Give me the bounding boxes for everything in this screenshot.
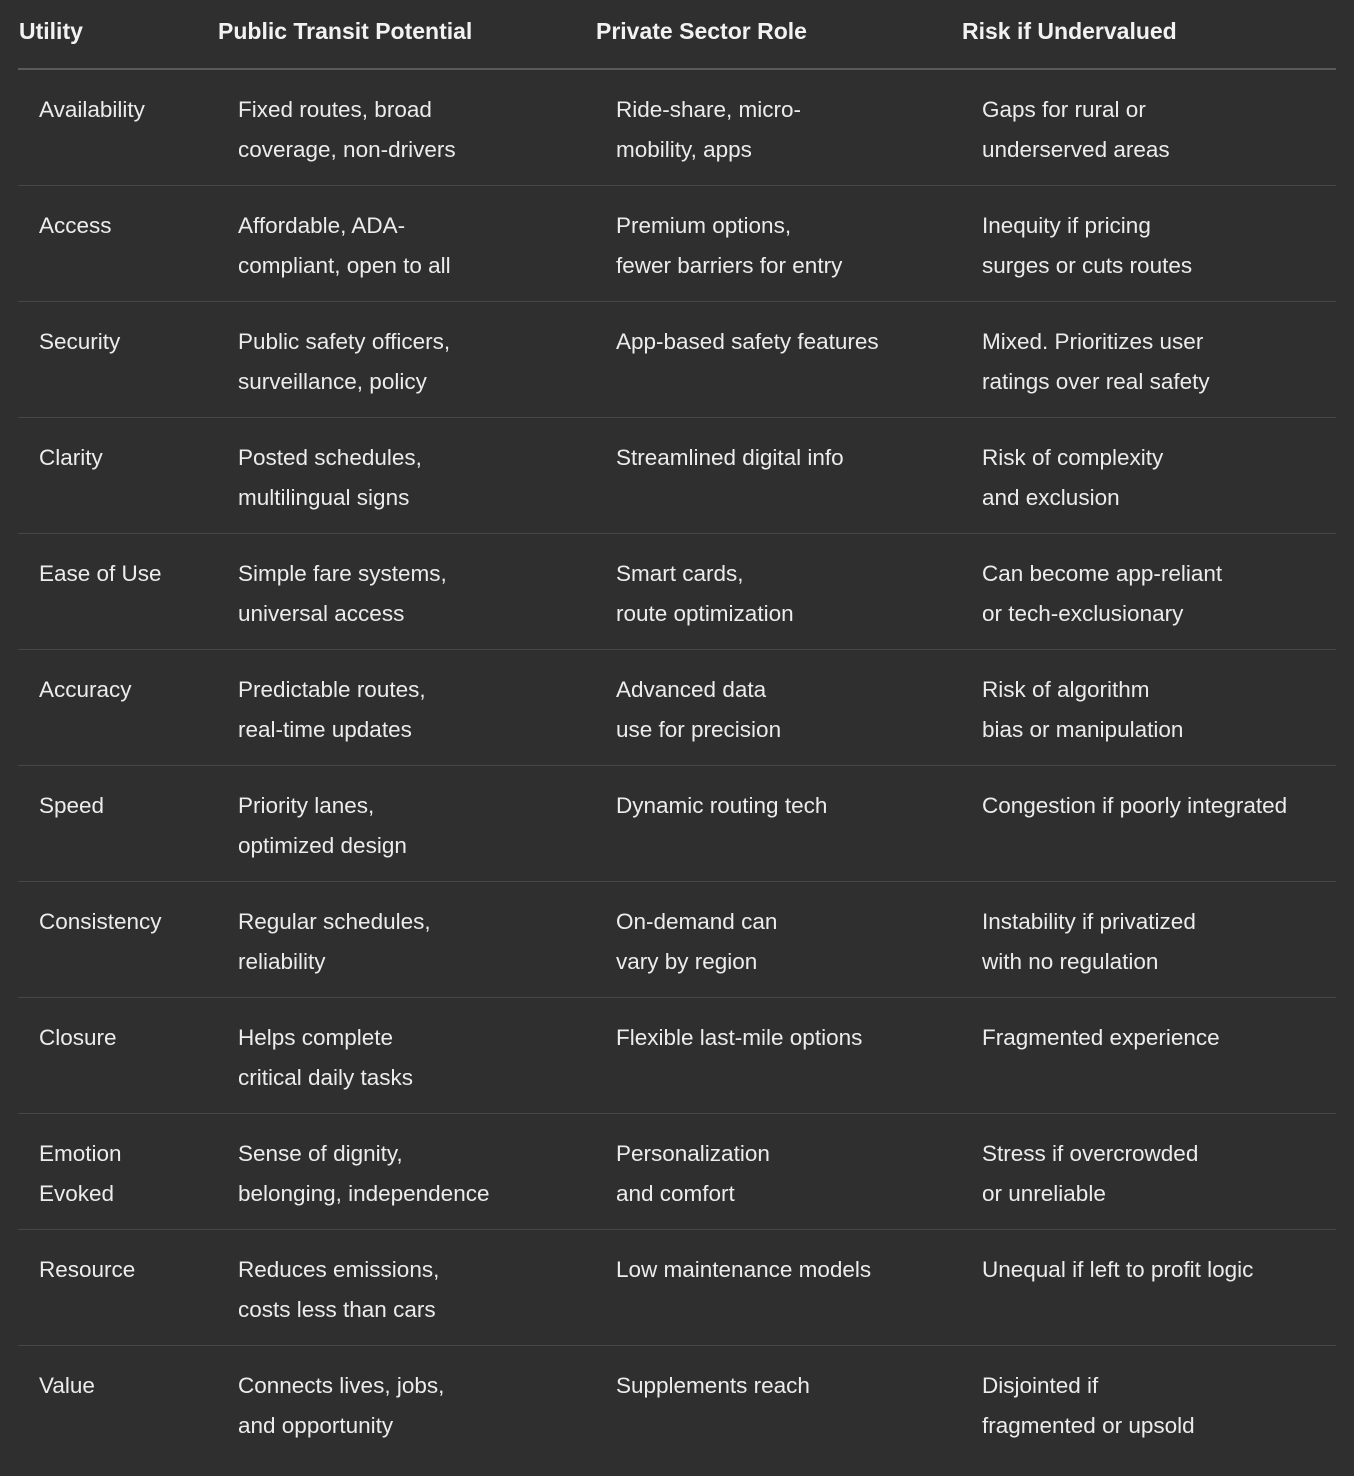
cell-line: Fixed routes, broad bbox=[238, 97, 432, 122]
cell-line: Inequity if pricing bbox=[982, 213, 1151, 238]
cell-utility bbox=[39, 1134, 122, 1214]
cell-utility bbox=[39, 206, 112, 246]
cell-utility bbox=[39, 90, 145, 130]
cell-public-transit-potential bbox=[238, 1366, 444, 1446]
cell-risk-if-undervalued bbox=[982, 554, 1222, 634]
cell-line: multilingual signs bbox=[238, 485, 410, 510]
table-row bbox=[18, 998, 1336, 1114]
cell-line: Streamlined digital info bbox=[616, 445, 844, 470]
cell-risk-if-undervalued bbox=[982, 786, 1287, 826]
cell-line: Closure bbox=[39, 1025, 117, 1050]
cell-line: critical daily tasks bbox=[238, 1065, 414, 1090]
cell-line: Reduces emissions, bbox=[238, 1257, 440, 1282]
cell-line: and opportunity bbox=[238, 1413, 394, 1438]
cell-utility bbox=[39, 902, 162, 942]
table-row bbox=[18, 418, 1336, 534]
cell-line: Public safety officers, bbox=[238, 329, 451, 354]
cell-line: Gaps for rural or bbox=[982, 97, 1146, 122]
cell-line: Congestion if poorly integrated bbox=[982, 793, 1288, 818]
cell-line: underserved areas bbox=[982, 137, 1170, 162]
table-row bbox=[18, 1230, 1336, 1346]
cell-public-transit-potential bbox=[238, 670, 426, 750]
cell-line: Affordable, ADA- bbox=[238, 213, 406, 238]
table-row bbox=[18, 302, 1336, 418]
header-utility: Utility bbox=[19, 18, 83, 44]
table-row bbox=[18, 766, 1336, 882]
cell-utility bbox=[39, 322, 120, 362]
cell-public-transit-potential bbox=[238, 1134, 489, 1214]
cell-private-sector-role bbox=[616, 1134, 770, 1214]
cell-public-transit-potential bbox=[238, 1018, 413, 1098]
cell-line: Accuracy bbox=[39, 677, 132, 702]
cell-line: bias or manipulation bbox=[982, 717, 1184, 742]
cell-line: Ease of Use bbox=[39, 561, 162, 586]
header-risk-if-undervalued: Risk if Undervalued bbox=[962, 18, 1177, 44]
header-private-sector-role: Private Sector Role bbox=[596, 18, 807, 44]
cell-line: Risk of complexity bbox=[982, 445, 1164, 470]
table-row bbox=[18, 186, 1336, 302]
cell-private-sector-role bbox=[616, 670, 781, 750]
cell-line: Can become app-reliant bbox=[982, 561, 1223, 586]
cell-private-sector-role bbox=[616, 1366, 810, 1406]
cell-line: Premium options, bbox=[616, 213, 792, 238]
cell-line: belonging, independence bbox=[238, 1181, 490, 1206]
cell-line: surges or cuts routes bbox=[982, 253, 1193, 278]
cell-line: Disjointed if bbox=[982, 1373, 1099, 1398]
cell-line: and comfort bbox=[616, 1181, 735, 1206]
cell-line: On-demand can bbox=[616, 909, 778, 934]
cell-utility bbox=[39, 786, 104, 826]
cell-line: Clarity bbox=[39, 445, 103, 470]
table-row bbox=[18, 882, 1336, 998]
cell-line: Fragmented experience bbox=[982, 1025, 1220, 1050]
cell-line: Consistency bbox=[39, 909, 162, 934]
cell-risk-if-undervalued bbox=[982, 1134, 1198, 1214]
cell-line: Dynamic routing tech bbox=[616, 793, 828, 818]
cell-line: or tech-exclusionary bbox=[982, 601, 1184, 626]
cell-line: Resource bbox=[39, 1257, 136, 1282]
cell-public-transit-potential bbox=[238, 322, 450, 402]
cell-line: with no regulation bbox=[982, 949, 1159, 974]
cell-risk-if-undervalued bbox=[982, 438, 1163, 518]
cell-utility bbox=[39, 1366, 95, 1406]
cell-line: mobility, apps bbox=[616, 137, 752, 162]
cell-line: Emotion bbox=[39, 1141, 122, 1166]
table-row bbox=[18, 1114, 1336, 1230]
cell-line: App-based safety features bbox=[616, 329, 879, 354]
cell-line: Posted schedules, bbox=[238, 445, 422, 470]
cell-line: Sense of dignity, bbox=[238, 1141, 403, 1166]
cell-public-transit-potential bbox=[238, 206, 451, 286]
cell-public-transit-potential bbox=[238, 1250, 439, 1330]
cell-line: or unreliable bbox=[982, 1181, 1106, 1206]
cell-line: Priority lanes, bbox=[238, 793, 375, 818]
cell-line: Security bbox=[39, 329, 121, 354]
cell-risk-if-undervalued bbox=[982, 1018, 1220, 1058]
cell-line: fragmented or upsold bbox=[982, 1413, 1195, 1438]
cell-line: Supplements reach bbox=[616, 1373, 810, 1398]
cell-line: Personalization bbox=[616, 1141, 770, 1166]
cell-line: Regular schedules, bbox=[238, 909, 431, 934]
cell-line: universal access bbox=[238, 601, 405, 626]
cell-line: Smart cards, bbox=[616, 561, 744, 586]
cell-private-sector-role bbox=[616, 322, 879, 362]
cell-public-transit-potential bbox=[238, 554, 447, 634]
header-public-transit-potential: Public Transit Potential bbox=[218, 18, 473, 44]
cell-line: optimized design bbox=[238, 833, 407, 858]
table-body bbox=[0, 70, 1354, 1462]
cell-private-sector-role bbox=[616, 438, 844, 478]
cell-line: use for precision bbox=[616, 717, 782, 742]
cell-line: and exclusion bbox=[982, 485, 1120, 510]
cell-risk-if-undervalued bbox=[982, 322, 1210, 402]
cell-public-transit-potential bbox=[238, 90, 456, 170]
cell-risk-if-undervalued bbox=[982, 670, 1183, 750]
cell-line: costs less than cars bbox=[238, 1297, 436, 1322]
cell-utility bbox=[39, 554, 162, 594]
cell-line: real-time updates bbox=[238, 717, 412, 742]
cell-line: Risk of algorithm bbox=[982, 677, 1150, 702]
cell-line: Predictable routes, bbox=[238, 677, 426, 702]
table-header bbox=[18, 0, 1336, 70]
cell-utility bbox=[39, 1250, 135, 1290]
cell-line: Value bbox=[39, 1373, 95, 1398]
cell-private-sector-role bbox=[616, 902, 777, 982]
cell-line: Connects lives, jobs, bbox=[238, 1373, 445, 1398]
cell-line: Simple fare systems, bbox=[238, 561, 447, 586]
cell-line: Evoked bbox=[39, 1181, 115, 1206]
table-row bbox=[18, 1346, 1336, 1462]
table-row bbox=[18, 70, 1336, 186]
cell-public-transit-potential bbox=[238, 786, 407, 866]
cell-line: Flexible last-mile options bbox=[616, 1025, 863, 1050]
cell-public-transit-potential bbox=[238, 902, 431, 982]
cell-line: Helps complete bbox=[238, 1025, 394, 1050]
cell-line: coverage, non-drivers bbox=[238, 137, 456, 162]
cell-risk-if-undervalued bbox=[982, 206, 1192, 286]
cell-risk-if-undervalued bbox=[982, 902, 1196, 982]
cell-line: fewer barriers for entry bbox=[616, 253, 843, 278]
cell-private-sector-role bbox=[616, 554, 794, 634]
cell-line: Availability bbox=[39, 97, 145, 122]
cell-line: Advanced data bbox=[616, 677, 767, 702]
cell-line: Speed bbox=[39, 793, 105, 818]
cell-private-sector-role bbox=[616, 206, 842, 286]
cell-utility bbox=[39, 438, 103, 478]
cell-risk-if-undervalued bbox=[982, 1366, 1195, 1446]
cell-line: vary by region bbox=[616, 949, 758, 974]
cell-line: Ride-share, micro- bbox=[616, 97, 802, 122]
cell-utility bbox=[39, 1018, 117, 1058]
cell-line: compliant, open to all bbox=[238, 253, 451, 278]
cell-line: ratings over real safety bbox=[982, 369, 1210, 394]
cell-line: route optimization bbox=[616, 601, 794, 626]
cell-line: surveillance, policy bbox=[238, 369, 427, 394]
cell-private-sector-role bbox=[616, 786, 827, 826]
cell-risk-if-undervalued bbox=[982, 90, 1170, 170]
cell-risk-if-undervalued bbox=[982, 1250, 1253, 1290]
cell-line: Access bbox=[39, 213, 112, 238]
cell-line: Mixed. Prioritizes user bbox=[982, 329, 1204, 354]
cell-line: Unequal if left to profit logic bbox=[982, 1257, 1254, 1282]
cell-private-sector-role bbox=[616, 1018, 862, 1058]
cell-line: Low maintenance models bbox=[616, 1257, 872, 1282]
cell-private-sector-role bbox=[616, 90, 801, 170]
cell-utility bbox=[39, 670, 132, 710]
cell-public-transit-potential bbox=[238, 438, 422, 518]
table-row bbox=[18, 650, 1336, 766]
cell-line: Stress if overcrowded bbox=[982, 1141, 1199, 1166]
cell-private-sector-role bbox=[616, 1250, 871, 1290]
cell-line: reliability bbox=[238, 949, 326, 974]
table-row bbox=[18, 534, 1336, 650]
cell-line: Instability if privatized bbox=[982, 909, 1196, 934]
